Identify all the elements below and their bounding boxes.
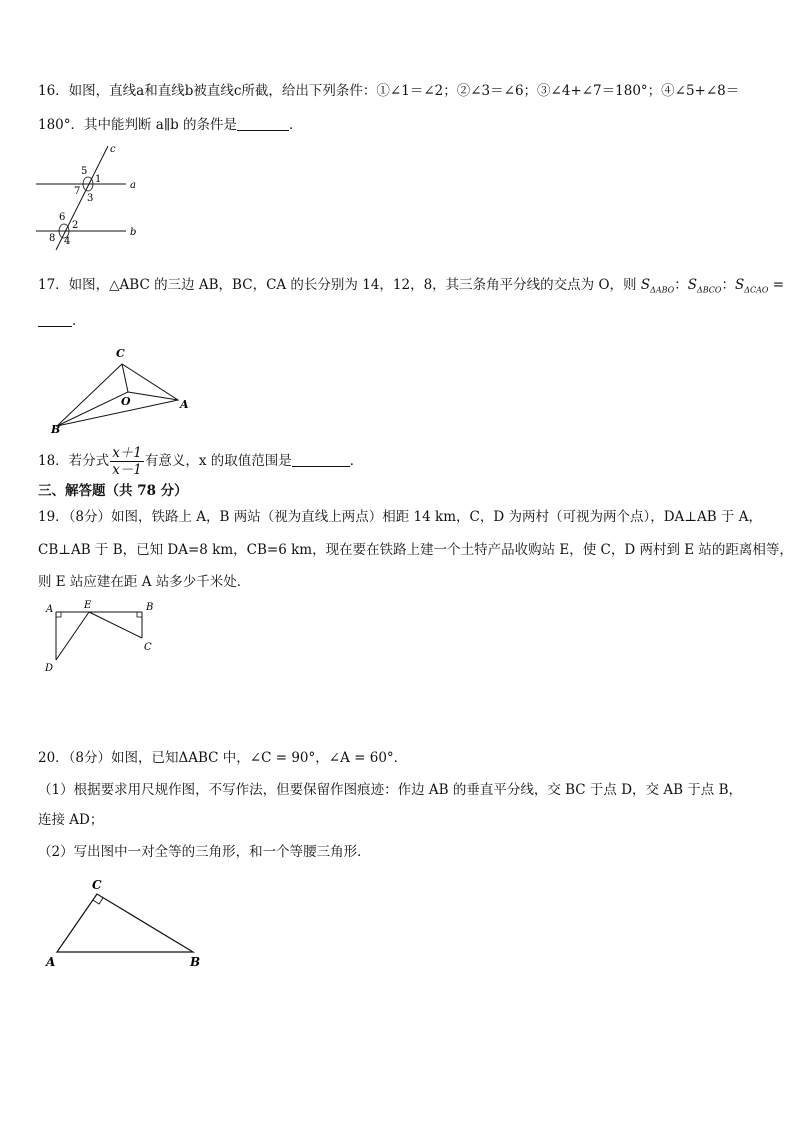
q19-label-a: A (46, 604, 54, 615)
q17-label-a: A (180, 398, 189, 411)
q19-label-d: D (45, 663, 54, 674)
q18-line (38, 444, 363, 480)
q16-label-1: 1 (95, 174, 102, 185)
section-3-heading: 三、解答题（共 78 分） (38, 483, 188, 499)
q17-colon2: ： (721, 277, 735, 293)
q19-label-e: E (84, 600, 92, 611)
q17-bisector-b (57, 392, 128, 426)
q18-answer-blank[interactable] (292, 452, 350, 467)
q20-label-b: B (190, 955, 201, 969)
q17-line2 (38, 312, 86, 330)
q17-label-o: O (121, 395, 131, 408)
q19-line1: 19．（8分）如图，铁路上 A，B 两站（视为直线上两点）相距 14 km，C，D 为两村（可视为两个点），DA⊥AB 于 A， (38, 509, 762, 525)
q17-sub3: ΔCAO (744, 285, 769, 295)
q16-label-5: 5 (81, 166, 88, 177)
q17-figure (44, 342, 204, 438)
q16-label-c: c (110, 144, 116, 155)
q17-line1-text: 17．如图，△ABC 的三边 AB，BC，CA 的长分别为 14，12，8，其三条角平分线的交点为 O，则 (38, 277, 637, 293)
q17-s3: S (734, 277, 745, 293)
q18-fraction (110, 445, 144, 478)
q20-line4: （2）写出图中一对全等的三角形，和一个等腰三角形． (38, 844, 371, 860)
q17-line1 (38, 276, 784, 300)
q19-label-c: C (144, 642, 152, 653)
q20-triangle (57, 894, 193, 952)
q16-line1: 16．如图，直线a和直线b被直线c所截，给出下列条件：①∠1＝∠2；②∠3＝∠6；③∠4+∠7＝180°；④∠5+∠8＝ (38, 83, 740, 99)
q18-numerator: x＋1 (112, 445, 142, 461)
q17-eq: = (768, 277, 785, 293)
q16-end: ． (289, 117, 303, 133)
q17-area-3 (735, 277, 768, 293)
q19-line2: CB⊥AB 于 B，已知 DA=8 km，CB=6 km，现在要在铁路上建一个土特产品收购站 E，使 C，D 两村到 E 站的距离相等， (38, 542, 793, 558)
q18-mid: 有意义，x 的取值范围是 (144, 453, 292, 469)
q18-pre: 18．若分式 (38, 453, 110, 469)
q17-label-b: B (51, 423, 61, 436)
q17-end: ． (72, 313, 86, 329)
q16-label-4: 4 (64, 236, 71, 247)
q16-label-6: 6 (59, 212, 66, 223)
q19-right-angle-b (137, 612, 142, 617)
q17-bisector-c (122, 364, 128, 392)
q16-label-8: 8 (49, 233, 56, 244)
q16-label-a: a (130, 180, 136, 191)
q19-segment-ec (89, 612, 142, 638)
q16-answer-blank[interactable] (237, 116, 289, 131)
q20-line3: 连接 AD； (38, 812, 104, 828)
q16-line-c (56, 146, 108, 250)
q17-s1: S (640, 277, 651, 293)
q19-segment-de (56, 612, 89, 660)
q19-line3: 则 E 站应建在距 A 站多少千米处． (38, 574, 251, 590)
q16-label-7: 7 (74, 186, 81, 197)
q20-figure (40, 874, 210, 974)
q17-colon1: ： (674, 277, 688, 293)
q20-line2: （1）根据要求用尺规作图，不写作法，但要保留作图痕迹：作边 AB 的垂直平分线，交 BC 于点 D，交 AB 于点 B， (38, 782, 743, 798)
q17-bisector-a (128, 392, 178, 400)
q20-right-angle-c (93, 898, 103, 904)
q16-line2-text: 180°．其中能判断 a∥b 的条件是 (38, 117, 238, 133)
q20-label-a: A (46, 955, 56, 969)
q17-s2: S (687, 277, 697, 293)
q18-denominator: x－1 (112, 462, 142, 478)
q16-figure (30, 140, 150, 252)
q16-label-b: b (130, 227, 137, 238)
q16-label-3: 3 (87, 193, 94, 204)
q18-end: ． (349, 453, 364, 469)
q19-label-b: B (146, 602, 154, 613)
q17-area-2 (688, 277, 722, 293)
q17-triangle (57, 364, 178, 426)
q17-sub2: ΔBCO (696, 285, 722, 295)
q17-label-c: C (116, 347, 125, 360)
q17-sub1: ΔABO (650, 285, 675, 295)
q17-area-1 (641, 277, 674, 293)
q20-line1: 20．（8分）如图，已知ΔABC 中，∠C = 90°，∠A = 60°． (38, 750, 408, 766)
q16-line2 (38, 116, 303, 134)
q19-right-angle-a (56, 612, 61, 617)
q19-figure (40, 598, 170, 678)
q16-label-2: 2 (72, 220, 79, 231)
q17-answer-blank[interactable] (38, 312, 72, 327)
q20-label-c: C (92, 878, 102, 892)
